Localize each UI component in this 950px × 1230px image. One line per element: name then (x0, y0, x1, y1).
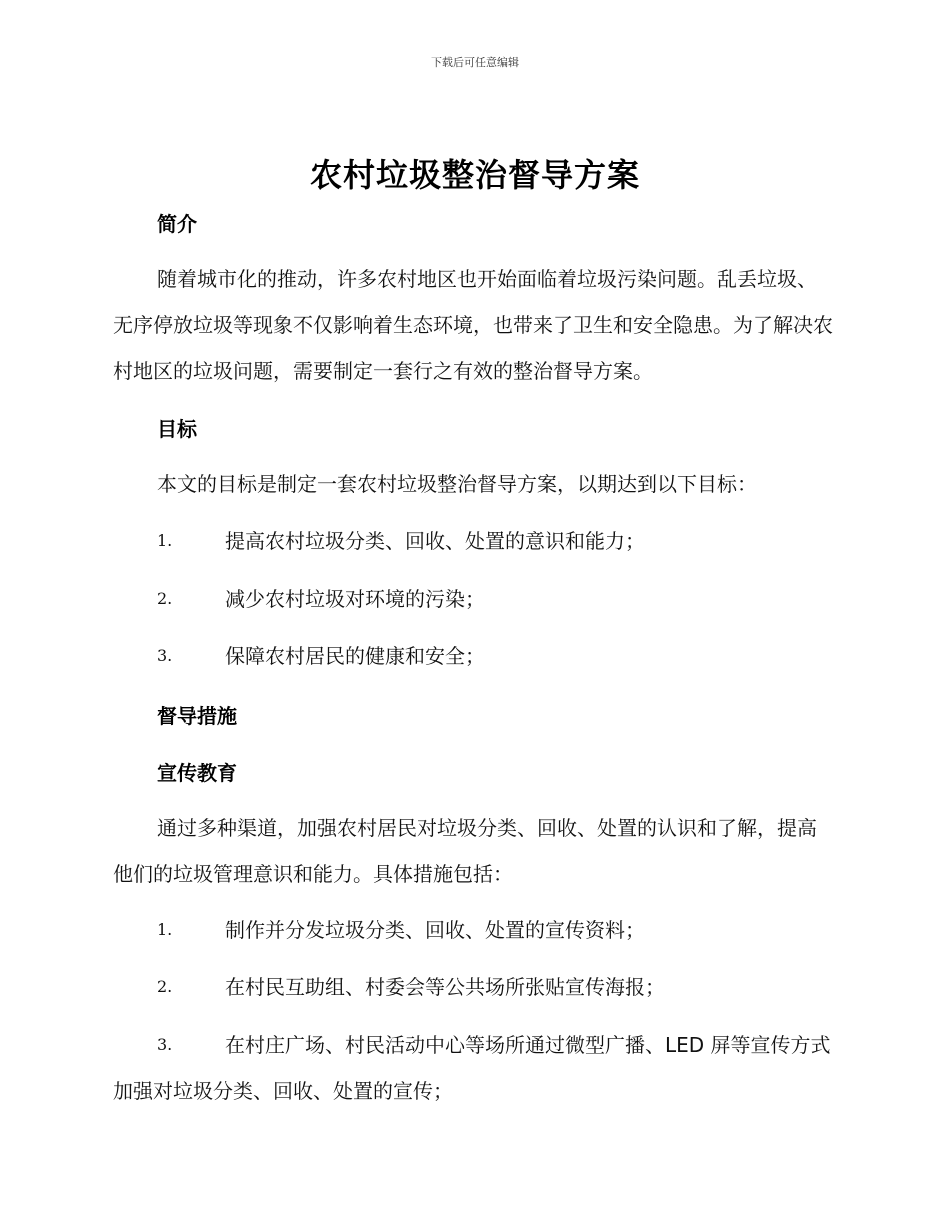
list-item-number: 2. (157, 977, 173, 996)
goals-paragraph: 本文的目标是制定一套农村垃圾整治督导方案，以期达到以下目标： (157, 472, 757, 496)
list-item (113, 907, 833, 953)
section-heading-measures: 督导措施 (157, 704, 237, 728)
list-item (113, 633, 833, 679)
list-item (113, 1022, 833, 1114)
list-item (113, 964, 833, 1010)
list-item-number: 1. (157, 531, 173, 550)
list-item-text: 制作并分发垃圾分类、回收、处置的宣传资料； (225, 918, 645, 942)
list-item-text: 在村庄广场、村民活动中心等场所通过微型广播、LED 屏等宣传方式加强对垃圾分类、回收、处置的宣传； (113, 1033, 831, 1103)
intro-paragraph: 随着城市化的推动，许多农村地区也开始面临着垃圾污染问题。乱丢垃圾、无序停放垃圾等现象不仅影响着生态环境，也带来了卫生和安全隐患。为了解决农村地区的垃圾问题，需要制定一套行之有效的整治督导方案。 (113, 267, 833, 383)
section-heading-goals: 目标 (157, 417, 197, 441)
section-heading-intro: 简介 (157, 212, 197, 236)
list-item (113, 518, 833, 564)
list-item-number: 3. (157, 646, 173, 665)
header-note: 下载后可任意编辑 (431, 56, 519, 69)
list-item-number: 3. (157, 1035, 173, 1054)
list-item-number: 2. (157, 589, 173, 608)
list-item-number: 1. (157, 920, 173, 939)
list-item-text: 减少农村垃圾对环境的污染； (225, 587, 485, 611)
section-heading-education: 宣传教育 (157, 761, 237, 785)
education-paragraph: 通过多种渠道，加强农村居民对垃圾分类、回收、处置的认识和了解，提高他们的垃圾管理意识和能力。具体措施包括： (113, 816, 817, 886)
document-title: 农村垃圾整治督导方案 (309, 156, 640, 194)
list-item (113, 576, 833, 622)
list-item-text: 保障农村居民的健康和安全； (225, 644, 485, 668)
list-item-text: 提高农村垃圾分类、回收、处置的意识和能力； (225, 529, 645, 553)
list-item-text: 在村民互助组、村委会等公共场所张贴宣传海报； (225, 975, 665, 999)
